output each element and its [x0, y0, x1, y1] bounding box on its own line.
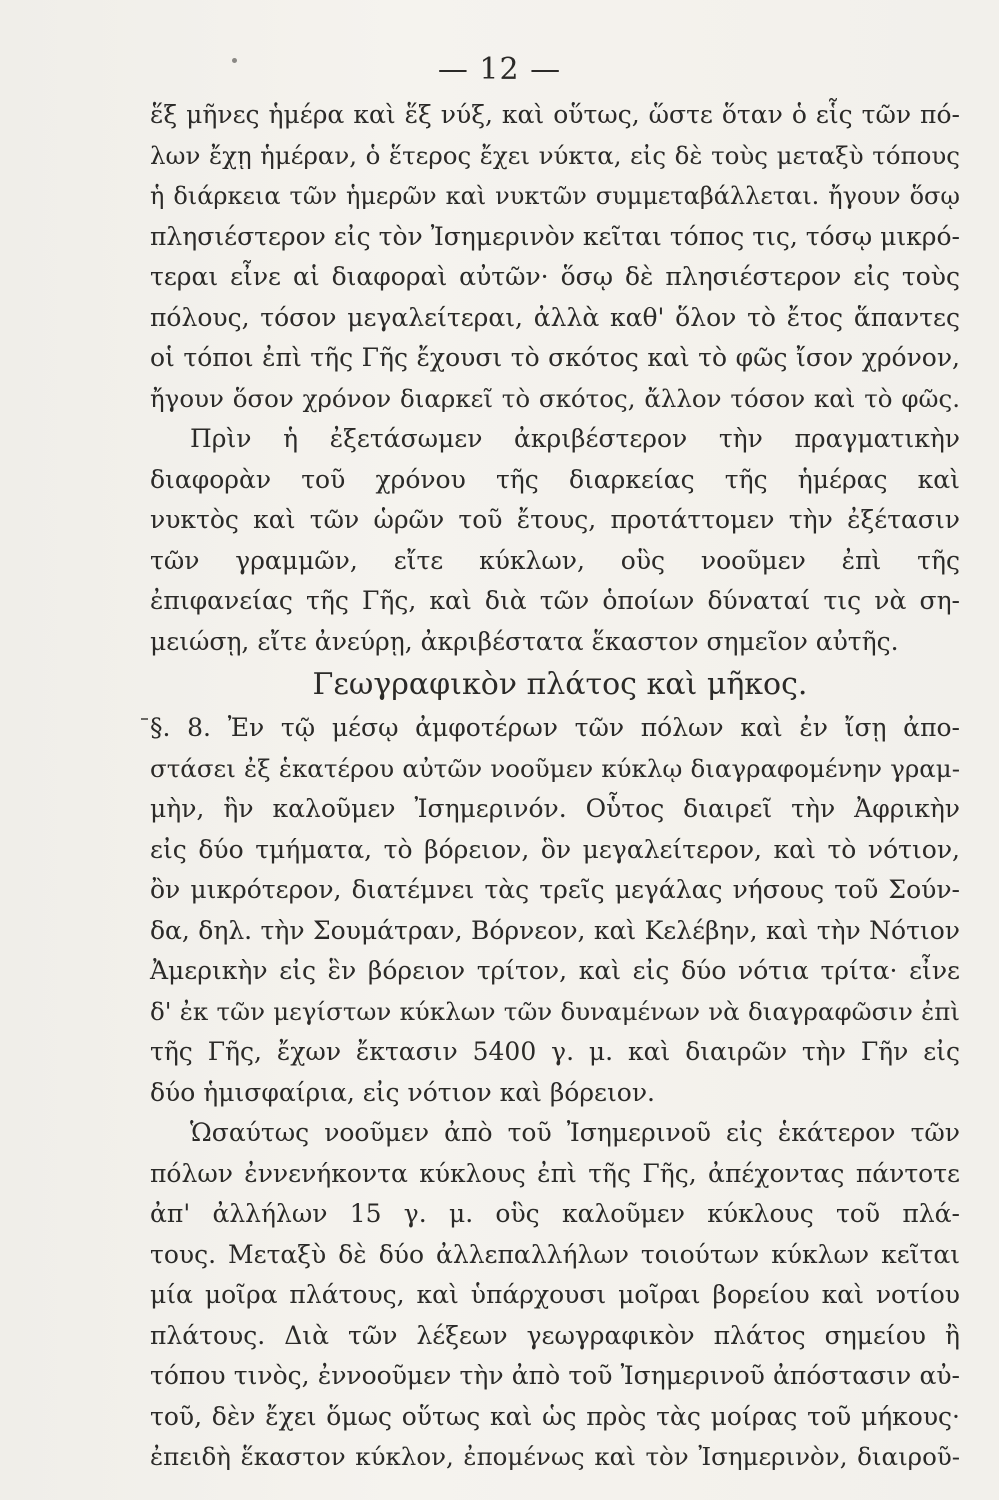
text-line: μειώσῃ, εἴτε ἀνεύρῃ, ἀκριβέστατα ἕκαστον σημεῖον αὐτῆς.: [150, 626, 899, 656]
text-line: δ' ἐκ τῶν μεγίστων κύκλων τῶν δυναμένων νὰ διαγραφῶσιν ἐπὶ: [150, 996, 960, 1026]
text-line: ἕξ μῆνες ἡμέρα καὶ ἕξ νύξ, καὶ οὕτως, ὥστε ὅταν ὁ εἷς τῶν πό-: [150, 100, 960, 129]
text-line: τοῦ, δὲν ἔχει ὅμως οὕτως καὶ ὡς πρὸς τὰς μοίρας τοῦ μήκους·: [150, 1401, 960, 1431]
text-line: εἰς δύο τμήματα, τὸ βόρειον, ὃν μεγαλείτερον, καὶ τὸ νότιον,: [150, 834, 960, 864]
page-number: — 12 —: [437, 52, 562, 87]
text-line: ἐπειδὴ ἕκαστον κύκλον, ἐπομένως καὶ τὸν Ἰσημερινὸν, διαιροῦ-: [150, 1442, 960, 1471]
text-line: πόλων ἐννενήκοντα κύκλους ἐπὶ τῆς Γῆς, ἀπέχοντας πάντοτε: [150, 1158, 960, 1188]
text-line: στάσει ἐξ ἑκατέρου αὐτῶν νοοῦμεν κύκλῳ διαγραφομένην γραμ-: [150, 753, 960, 783]
text-line: τεραι εἶνε αἱ διαφοραὶ αὐτῶν· ὅσῳ δὲ πλησιέστερον εἰς τοὺς: [150, 262, 960, 291]
text-line: τόπου τινὸς, ἐννοοῦμεν τὴν ἀπὸ τοῦ Ἰσημερινοῦ ἀπόστασιν αὐ-: [150, 1361, 960, 1390]
text-line: πλάτους. Διὰ τῶν λέξεων γεωγραφικὸν πλάτος σημείου ἢ: [150, 1320, 960, 1350]
text-line: τους. Μεταξὺ δὲ δύο ἀλλεπαλλήλων τοιούτων κύκλων κεῖται: [150, 1239, 960, 1269]
text-line: πόλους, τόσον μεγαλείτεραι, ἀλλὰ καθ' ὅλον τὸ ἔτος ἅπαντες: [150, 302, 960, 332]
text-line: ἡ διάρκεια τῶν ἡμερῶν καὶ νυκτῶν συμμεταβάλλεται. ἤγουν ὅσῳ: [150, 182, 960, 210]
text-line: §. 8. Ἐν τῷ μέσῳ ἀμφοτέρων τῶν πόλων καὶ ἐν ἴσῃ ἀπο-: [150, 713, 960, 742]
text-line: ὂν μικρότερον, διατέμνει τὰς τρεῖς μεγάλας νήσους τοῦ Σούν-: [150, 875, 960, 904]
text-line: νυκτὸς καὶ τῶν ὡρῶν τοῦ ἔτους, προτάττομεν τὴν ἐξέτασιν: [150, 505, 960, 534]
text-line: διαφορὰν τοῦ χρόνου τῆς διαρκείας τῆς ἡμέρας καὶ: [150, 464, 960, 494]
text-line: ἀπ' ἀλλήλων 15 γ. μ. οὓς καλοῦμεν κύκλους τοῦ πλά-: [150, 1199, 960, 1228]
text-line: τῶν γραμμῶν, εἴτε κύκλων, οὓς νοοῦμεν ἐπὶ τῆς: [150, 545, 960, 575]
section-heading: Γεωγραφικὸν πλάτος καὶ μῆκος.: [312, 667, 808, 702]
text-line: ἐπιφανείας τῆς Γῆς, καὶ διὰ τῶν ὁποίων δύναταί τις νὰ ση-: [150, 586, 960, 615]
text-line: οἱ τόποι ἐπὶ τῆς Γῆς ἔχουσι τὸ σκότος καὶ τὸ φῶς ἴσον χρόνον,: [150, 343, 960, 372]
text-line: μὴν, ἣν καλοῦμεν Ἰσημερινόν. Οὗτος διαιρεῖ τὴν Ἀφρικὴν: [150, 794, 960, 823]
text-line: δα, δηλ. τὴν Σουμάτραν, Βόρνεον, καὶ Κελέβην, καὶ τὴν Νότιον: [150, 915, 960, 945]
text-line: πλησιέστερον εἰς τὸν Ἰσημερινὸν κεῖται τόπος τις, τόσῳ μικρό-: [150, 221, 960, 251]
text-line: λων ἔχῃ ἡμέραν, ὁ ἕτερος ἔχει νύκτα, εἰς δὲ τοὺς μεταξὺ τόπους: [150, 140, 960, 170]
margin-mark: [141, 718, 148, 720]
text-line: δύο ἡμισφαίρια, εἰς νότιον καὶ βόρειον.: [150, 1077, 655, 1107]
text-line: Ὡσαύτως νοοῦμεν ἀπὸ τοῦ Ἰσημερινοῦ εἰς ἑκάτερον τῶν: [190, 1118, 960, 1147]
text-line: Πρὶν ἡ ἐξετάσωμεν ἀκριβέστερον τὴν πραγματικὴν: [190, 424, 960, 453]
text-line: μία μοῖρα πλάτους, καὶ ὑπάρχουσι μοῖραι βορείου καὶ νοτίου: [150, 1280, 960, 1309]
text-line: ἤγουν ὅσον χρόνον διαρκεῖ τὸ σκότος, ἄλλον τόσον καὶ τὸ φῶς.: [150, 383, 960, 413]
body-text: [150, 95, 960, 1478]
text-line: τῆς Γῆς, ἔχων ἔκτασιν 5400 γ. μ. καὶ διαιρῶν τὴν Γῆν εἰς: [150, 1037, 960, 1066]
text-line: Ἀμερικὴν εἰς ἓν βόρειον τρίτον, καὶ εἰς δύο νότια τρίτα· εἶνε: [150, 956, 960, 985]
